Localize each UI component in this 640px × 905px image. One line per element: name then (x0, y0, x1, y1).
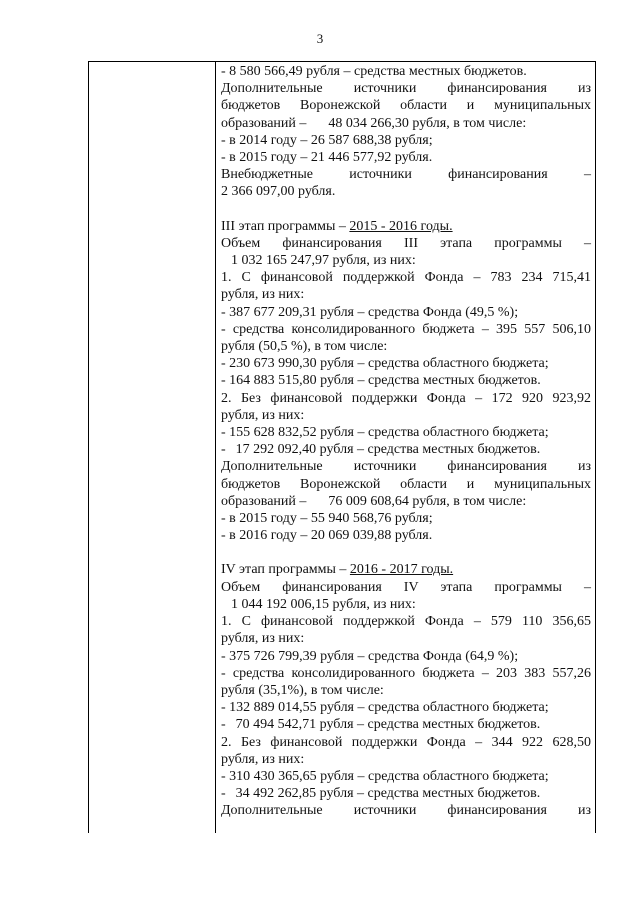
text-line: рубля, из них: (221, 751, 305, 767)
text-fragment: образований – (221, 493, 307, 509)
text-line: 1. С финансовой поддержкой Фонда – 579 110 356,65 (221, 614, 591, 630)
text-line (221, 115, 591, 132)
text-fragment: 17 292 092,40 рубля – средства местных бюджетов. (235, 442, 541, 458)
page-number: 3 (316, 31, 324, 46)
text-line: - в 2015 году – 55 940 568,76 рубля; (221, 511, 433, 527)
heading-years: 2016 - 2017 годы. (349, 562, 454, 578)
text-line (221, 493, 591, 510)
text-line: - 230 673 990,30 рубля – средства областного бюджета; (221, 356, 549, 372)
text-line: Дополнительные источники финансирования из (221, 803, 591, 819)
text-line: Дополнительные источники финансирования из (221, 81, 591, 97)
text-line: - 310 430 365,65 рубля – средства областного бюджета; (221, 768, 549, 784)
section-heading-stage-3 (221, 218, 591, 235)
text-line: - 155 628 832,52 рубля – средства областного бюджета; (221, 425, 549, 441)
text-line: 1. С финансовой поддержкой Фонда – 783 234 715,41 (221, 270, 591, 286)
text-line: Объем финансирования III этапа программы – (221, 235, 591, 251)
text-line: рубля, из них: (221, 407, 305, 423)
column-divider (215, 62, 216, 833)
text-line: 1 044 192 006,15 рубля, из них: (231, 596, 416, 612)
text-line: - 17 292 092,40 рубля – средства местных бюджетов. (221, 442, 541, 458)
text-line: 2. Без финансовой поддержки Фонда – 172 920 923,92 (221, 390, 591, 406)
text-fragment: 70 494 542,71 рубля – средства местных бюджетов. (235, 717, 541, 733)
heading-years: 2015 - 2016 годы. (349, 218, 453, 234)
text-line: - в 2015 году – 21 446 577,92 рубля. (221, 150, 433, 166)
text-line: - 34 492 262,85 рубля – средства местных бюджетов. (221, 786, 541, 802)
text-line: - средства консолидированного бюджета – 395 557 506,10 (221, 321, 591, 337)
text-fragment: 34 492 262,85 рубля – средства местных бюджетов. (235, 786, 541, 802)
text-line: - 70 494 542,71 рубля – средства местных бюджетов. (221, 717, 541, 733)
text-line: Дополнительные источники финансирования из (221, 459, 591, 475)
heading-text: III этап программы – (221, 218, 350, 234)
text-line: Объем финансирования IV этапа программы – (221, 579, 591, 595)
text-line: рубля, из них: (221, 631, 305, 647)
text-line: 1 032 165 247,97 рубля, из них: (231, 253, 416, 269)
program-table (88, 61, 596, 833)
text-fragment: образований – (221, 115, 307, 131)
text-fragment: 76 009 608,64 рубля, в том числе: (328, 493, 527, 509)
text-line: - средства консолидированного бюджета – 203 383 557,26 (221, 665, 591, 681)
text-line: - 164 883 515,80 рубля – средства местных бюджетов. (221, 373, 541, 389)
text-line: 2. Без финансовой поддержки Фонда – 344 922 628,50 (221, 734, 591, 750)
text-line: бюджетов Воронежской области и муниципальных (221, 476, 591, 492)
text-line: рубля (50,5 %), в том числе: (221, 339, 388, 355)
right-column-cell (221, 63, 591, 820)
left-column-cell (89, 62, 215, 833)
text-line: рубля (35,1%), в том числе: (221, 682, 384, 698)
text-line: - в 2016 году – 20 069 039,88 рубля. (221, 528, 433, 544)
text-line: - в 2014 году – 26 587 688,38 рубля; (221, 132, 433, 148)
text-line: 2 366 097,00 рубля. (221, 184, 336, 200)
section-heading-stage-4 (221, 561, 591, 578)
text-line: рубля, из них: (221, 287, 305, 303)
text-line: - 375 726 799,39 рубля – средства Фонда (64,9 %); (221, 648, 519, 664)
text-line: Внебюджетные источники финансирования – (221, 167, 591, 183)
text-line: - 387 677 209,31 рубля – средства Фонда (49,5 %); (221, 304, 519, 320)
heading-text: IV этап программы – (221, 562, 350, 578)
text-line: - 8 580 566,49 рубля – средства местных бюджетов. (221, 64, 527, 79)
text-line: - 132 889 014,55 рубля – средства областного бюджета; (221, 700, 549, 716)
text-fragment: 48 034 266,30 рубля, в том числе: (328, 115, 527, 131)
text-line: бюджетов Воронежской области и муниципальных (221, 98, 591, 114)
